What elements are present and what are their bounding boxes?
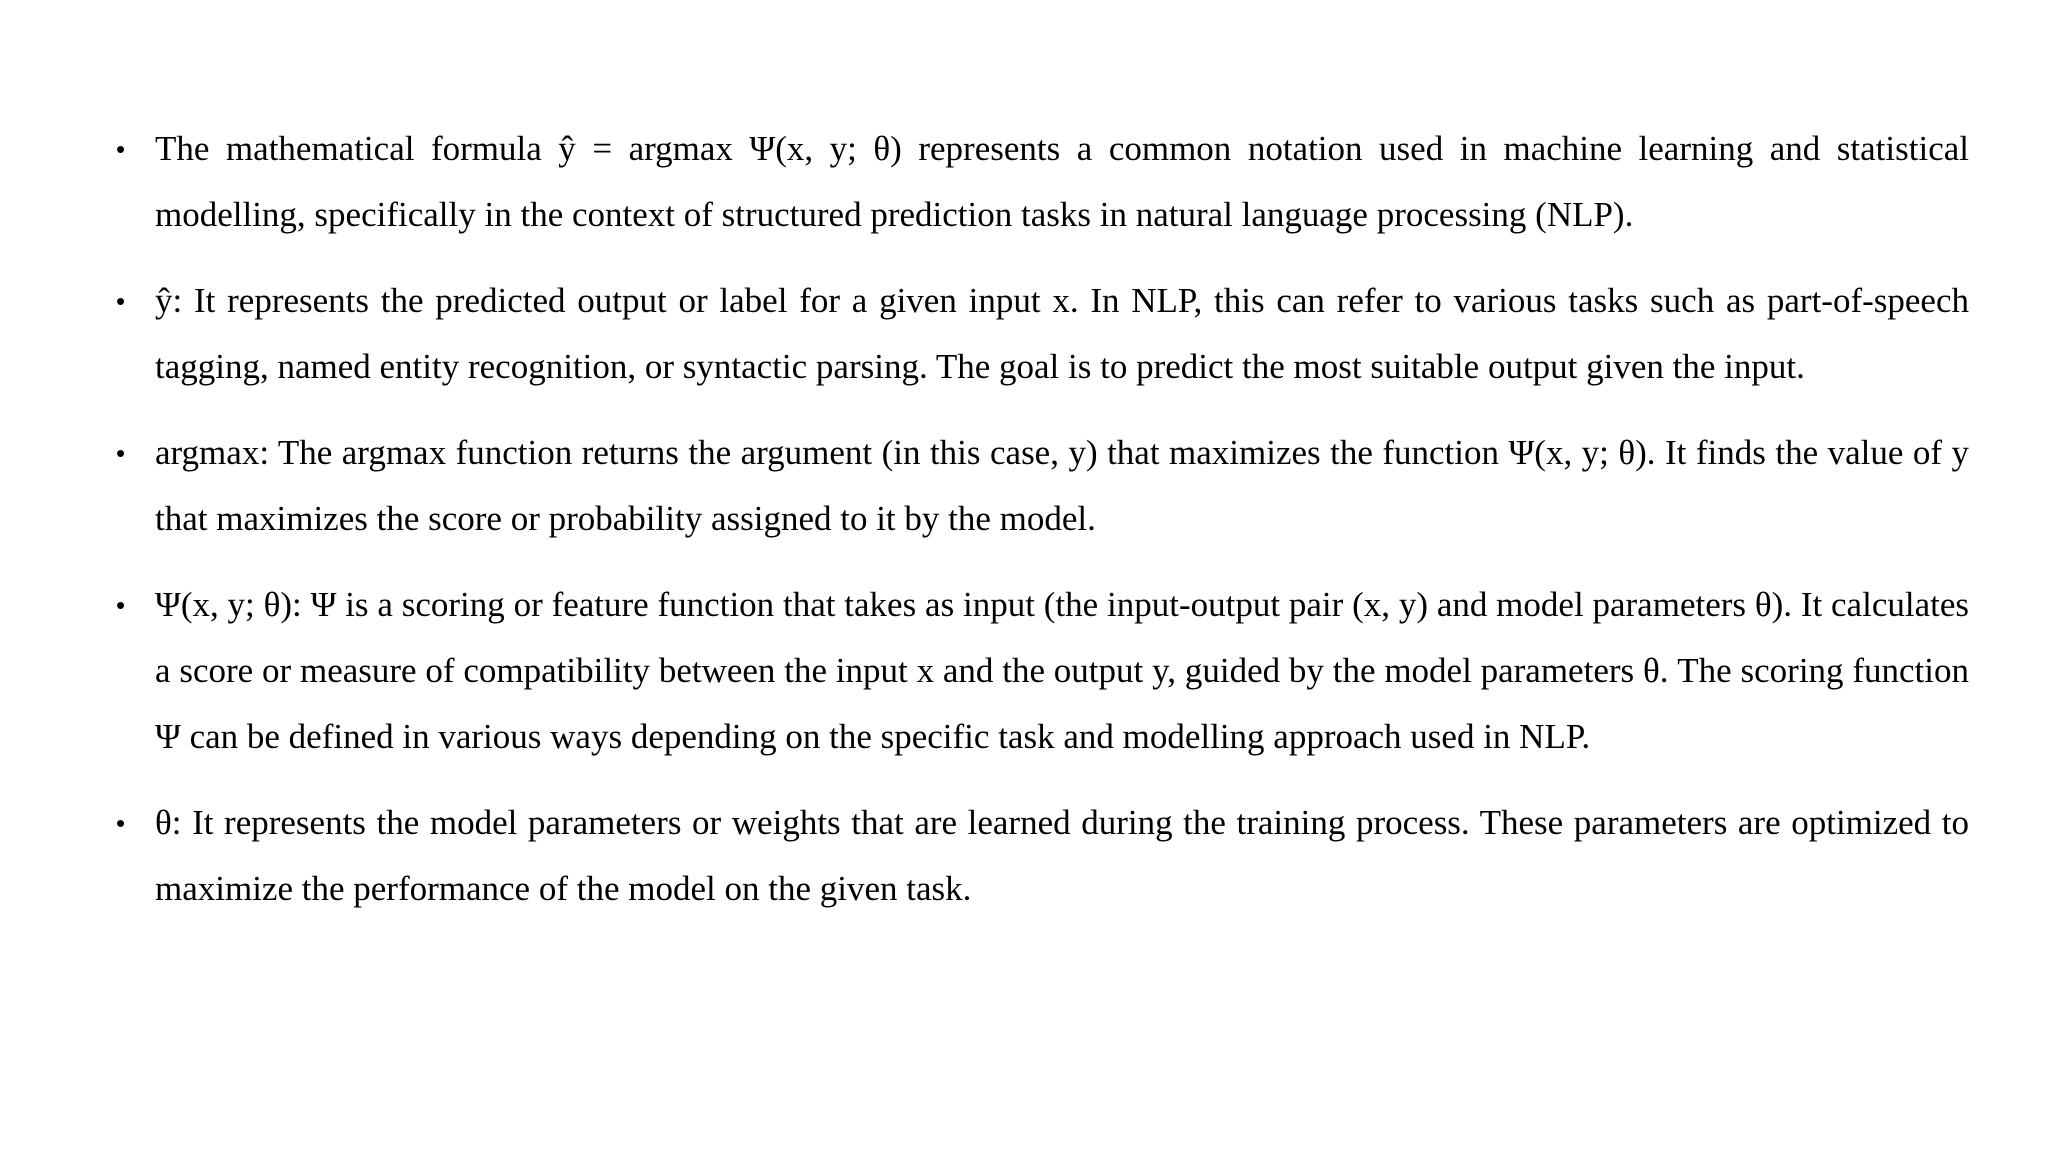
bullet-marker: • bbox=[116, 286, 126, 316]
bullet-text: argmax: The argmax function returns the argument (in this case, y) that maximizes the function Ψ(x, y; θ). It finds the value of y that maximizes the score or probability assigned to it by the model. bbox=[155, 433, 1969, 538]
bullet-text: θ: It represents the model parameters or weights that are learned during the training process. These parameters are optimized to maximize the performance of the model on the given task. bbox=[155, 803, 1969, 908]
bullet-marker: • bbox=[116, 134, 126, 164]
bullet-text: The mathematical formula ŷ = argmax Ψ(x, y; θ) represents a common notation used in machine learning and statistical modelling, specifically in the context of structured prediction tasks in natural language processing (NLP). bbox=[155, 129, 1969, 234]
bullet-psi bbox=[116, 572, 1969, 770]
bullet-list bbox=[116, 116, 1969, 942]
bullet-marker: • bbox=[116, 808, 126, 838]
bullet-argmax bbox=[116, 420, 1969, 552]
bullet-theta bbox=[116, 790, 1969, 922]
bullet-formula-overview bbox=[116, 116, 1969, 248]
bullet-marker: • bbox=[116, 438, 126, 468]
bullet-text: Ψ(x, y; θ): Ψ is a scoring or feature function that takes as input (the input-output pair (x, y) and model parameters θ). It calculates a score or measure of compatibility between the input x and the output y, guided by the model parameters θ. The scoring function Ψ can be defined in various ways depending on the specific task and modelling approach used in NLP. bbox=[155, 585, 1969, 756]
bullet-marker: • bbox=[116, 590, 126, 620]
bullet-y-hat bbox=[116, 268, 1969, 400]
bullet-text: ŷ: It represents the predicted output or label for a given input x. In NLP, this can refer to various tasks such as part-of-speech tagging, named entity recognition, or syntactic parsing. The goal is to predict the most suitable output given the input. bbox=[155, 281, 1969, 386]
